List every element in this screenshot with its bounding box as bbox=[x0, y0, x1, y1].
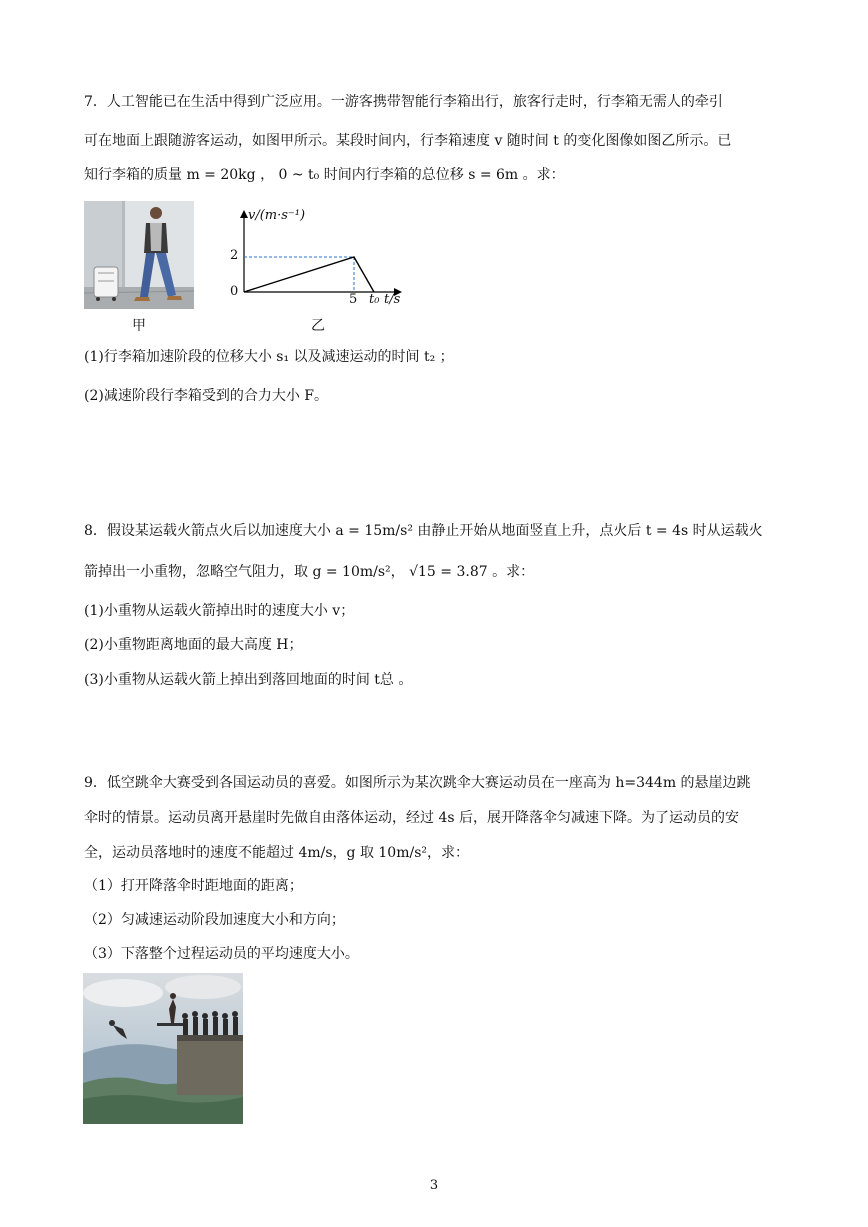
q7-subquestion-2: (2)减速阶段行李箱受到的合力大小 F。 bbox=[84, 388, 328, 404]
q8-subquestion-1: (1)小重物从运载火箭掉出时的速度大小 v； bbox=[84, 603, 355, 619]
graph-x-tick-t0: t₀ bbox=[369, 292, 380, 307]
q7-line-2: 可在地面上跟随游客运动，如图甲所示。某段时间内，行李箱速度 v 随时间 t 的变化图像如图乙所示。已 bbox=[84, 133, 732, 149]
q8-subquestion-2: (2)小重物距离地面的最大高度 H； bbox=[84, 637, 303, 653]
graph-y-tick-2: 2 bbox=[230, 248, 239, 263]
q9-line-2: 伞时的情景。运动员离开悬崖时先做自由落体运动，经过 4s 后，展开降落伞匀减速下降。为了运动员的安 bbox=[84, 810, 739, 826]
graph-x-axis-label: t/s bbox=[384, 292, 401, 307]
cliff-jump-photo bbox=[83, 973, 243, 1124]
photo-caption-jia: 甲 bbox=[132, 318, 146, 334]
q8-subquestion-3: (3)小重物从运载火箭上掉出到落回地面的时间 t总 。 bbox=[84, 672, 413, 688]
q7-line-1: 7．人工智能已在生活中得到广泛应用。一游客携带智能行李箱出行，旅客行走时，行李箱无需人的牵引 bbox=[84, 94, 723, 110]
q8-line-2: 箭掉出一小重物，忽略空气阻力，取 g = 10m/s²， √15 = 3.87 。求： bbox=[84, 564, 535, 580]
graph-y-axis-label: v/(m·s⁻¹) bbox=[248, 208, 306, 223]
q9-line-3: 全，运动员落地时的速度不能超过 4m/s，g 取 10m/s²，求： bbox=[84, 845, 469, 861]
q8-line-1: 8．假设某运载火箭点火后以加速度大小 a = 15m/s² 由静止开始从地面竖直上升，点火后 t = 4s 时从运载火 bbox=[84, 523, 763, 539]
q7-line-3: 知行李箱的质量 m = 20kg ， 0 ~ t₀ 时间内行李箱的总位移 s = 6m 。求： bbox=[84, 167, 565, 183]
q7-subquestion-1: (1)行李箱加速阶段的位移大小 s₁ 以及减速运动的时间 t₂ ； bbox=[84, 349, 454, 365]
graph-x-tick-5: 5 bbox=[349, 292, 358, 307]
velocity-time-graph bbox=[222, 208, 412, 312]
q9-subquestion-1: （1）打开降落伞时距地面的距离； bbox=[84, 878, 303, 894]
q9-line-1: 9．低空跳伞大赛受到各国运动员的喜爱。如图所示为某次跳伞大赛运动员在一座高为 h=344m 的悬崖边跳 bbox=[84, 775, 751, 791]
traveler-suitcase-photo bbox=[84, 201, 194, 309]
page-number: 3 bbox=[429, 1178, 439, 1193]
graph-origin: 0 bbox=[230, 284, 239, 299]
q9-subquestion-3: （3）下落整个过程运动员的平均速度大小。 bbox=[84, 946, 359, 962]
q9-subquestion-2: （2）匀减速运动阶段加速度大小和方向； bbox=[84, 912, 345, 928]
graph-caption-yi: 乙 bbox=[311, 318, 325, 334]
